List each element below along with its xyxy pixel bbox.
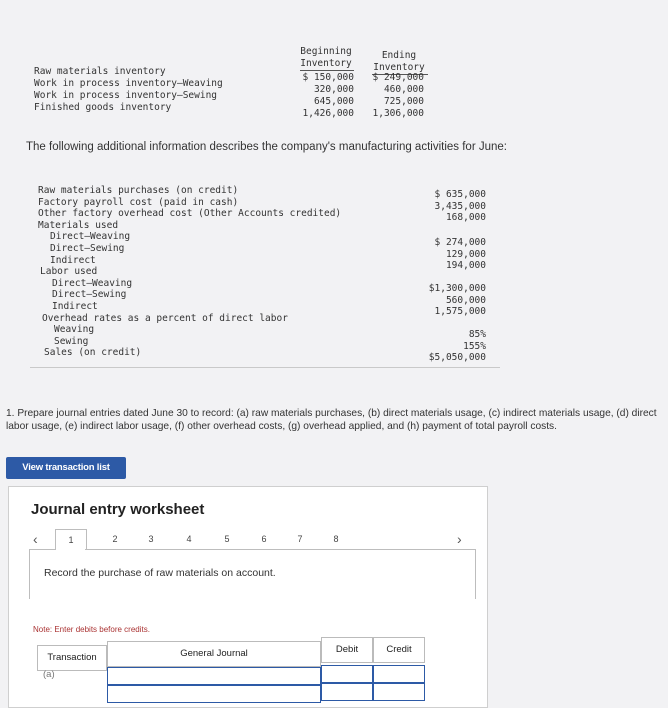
inventory-beginning-value: 1,426,000 <box>302 108 354 119</box>
debit-input[interactable] <box>321 665 373 683</box>
activity-label: Indirect <box>50 254 96 266</box>
worksheet-prompt: Record the purchase of raw materials on account. <box>44 567 276 579</box>
ending-header-1: Ending <box>381 50 417 61</box>
activity-label: Direct—Sewing <box>50 243 125 254</box>
activities-table <box>36 179 496 369</box>
activity-label: Raw materials purchases (on credit) <box>38 185 239 196</box>
activity-value: $ 635,000 <box>434 189 486 200</box>
activity-label: Labor used <box>40 266 98 278</box>
tab-underline <box>29 549 55 550</box>
chevron-left-icon[interactable]: ‹ <box>33 531 38 547</box>
activity-label: Indirect <box>52 301 98 312</box>
beginning-header-rule <box>300 70 354 71</box>
activity-value: 85% <box>468 329 486 340</box>
inventory-ending-value: $ 249,000 <box>372 72 424 83</box>
activity-value: 1,575,000 <box>434 306 486 318</box>
view-transaction-list-button[interactable]: View transaction list <box>6 457 126 479</box>
tab-6[interactable]: 6 <box>261 534 267 544</box>
activity-label: Direct—Weaving <box>52 277 133 289</box>
inventory-beginning-value: 645,000 <box>313 96 354 107</box>
credit-input[interactable] <box>373 683 425 701</box>
inventory-row-label: Raw materials inventory <box>34 66 166 77</box>
activity-value: 129,000 <box>445 248 486 260</box>
worksheet-title: Journal entry worksheet <box>31 501 205 518</box>
beginning-header-2: Inventory <box>300 58 352 69</box>
activity-label: Direct—Sewing <box>52 289 127 301</box>
tab-underline <box>85 549 475 550</box>
activity-label: Sales (on credit) <box>44 347 142 359</box>
activity-label: Other factory overhead cost (Other Accounts credited) <box>38 208 342 220</box>
inventory-beginning-value: 320,000 <box>313 84 354 95</box>
debits-credits-note: Note: Enter debits before credits. <box>33 625 150 634</box>
worksheet-tab-nav <box>29 529 469 551</box>
transaction-label: (a) <box>43 669 55 680</box>
account-input[interactable] <box>107 667 321 685</box>
general-journal-column-header: General Journal <box>107 641 321 667</box>
inventory-table <box>34 44 439 119</box>
activity-value: 194,000 <box>445 260 486 272</box>
activity-value: 3,435,000 <box>434 200 486 212</box>
activity-value: 155% <box>463 340 486 352</box>
tab-3[interactable]: 3 <box>148 534 154 544</box>
account-input[interactable] <box>107 685 321 703</box>
journal-entry-worksheet <box>8 486 488 708</box>
inventory-ending-value: 460,000 <box>383 84 424 95</box>
debit-input[interactable] <box>321 683 373 701</box>
debit-column-header: Debit <box>321 637 373 663</box>
activity-label: Weaving <box>54 324 95 336</box>
section-divider <box>30 367 500 368</box>
credit-column-header: Credit <box>373 637 425 663</box>
activity-label: Materials used <box>38 219 119 231</box>
inventory-row-label: Finished goods inventory <box>34 102 172 113</box>
chevron-right-icon[interactable]: › <box>457 531 462 547</box>
tab-2[interactable]: 2 <box>112 534 118 544</box>
tab-8[interactable]: 8 <box>333 534 339 544</box>
activity-value: $1,300,000 <box>428 283 486 294</box>
beginning-header-1: Beginning <box>300 46 352 57</box>
inventory-beginning-value: $ 150,000 <box>302 72 354 83</box>
question-text: 1. Prepare journal entries dated June 30 to record: (a) raw materials purchases, (b) direct materials usage, (c) indirect materials usage, (d) direct labor usage, (e) indirect labor usage, (f) other overhead costs, (g) overhead applied, and (h) payment of total payroll costs. <box>6 408 657 432</box>
inventory-ending-value: 725,000 <box>383 96 424 107</box>
tab-7[interactable]: 7 <box>297 534 303 544</box>
credit-input[interactable] <box>373 665 425 683</box>
tab-1[interactable]: 1 <box>55 529 87 550</box>
activity-label: Sewing <box>54 335 89 347</box>
panel-border <box>475 549 476 599</box>
info-intro-text: The following additional information describes the company's manufacturing activities for June: <box>26 141 507 153</box>
transaction-column-header: Transaction <box>37 645 107 671</box>
inventory-row-label: Work in process inventory—Sewing <box>34 90 218 101</box>
ending-header-2: Inventory <box>373 62 425 73</box>
activity-value: $ 274,000 <box>434 237 486 248</box>
tab-4[interactable]: 4 <box>186 534 192 544</box>
inventory-ending-value: 1,306,000 <box>372 108 424 119</box>
tab-5[interactable]: 5 <box>224 534 230 544</box>
activity-label: Overhead rates as a percent of direct labor <box>42 312 288 324</box>
panel-border <box>29 549 30 599</box>
activity-label: Factory payroll cost (paid in cash) <box>38 196 239 208</box>
activity-label: Direct—Weaving <box>50 231 131 243</box>
activity-value: 560,000 <box>445 294 486 306</box>
inventory-row-label: Work in process inventory—Weaving <box>34 78 223 89</box>
activity-value: 168,000 <box>445 212 486 224</box>
activity-value: $5,050,000 <box>428 352 486 364</box>
